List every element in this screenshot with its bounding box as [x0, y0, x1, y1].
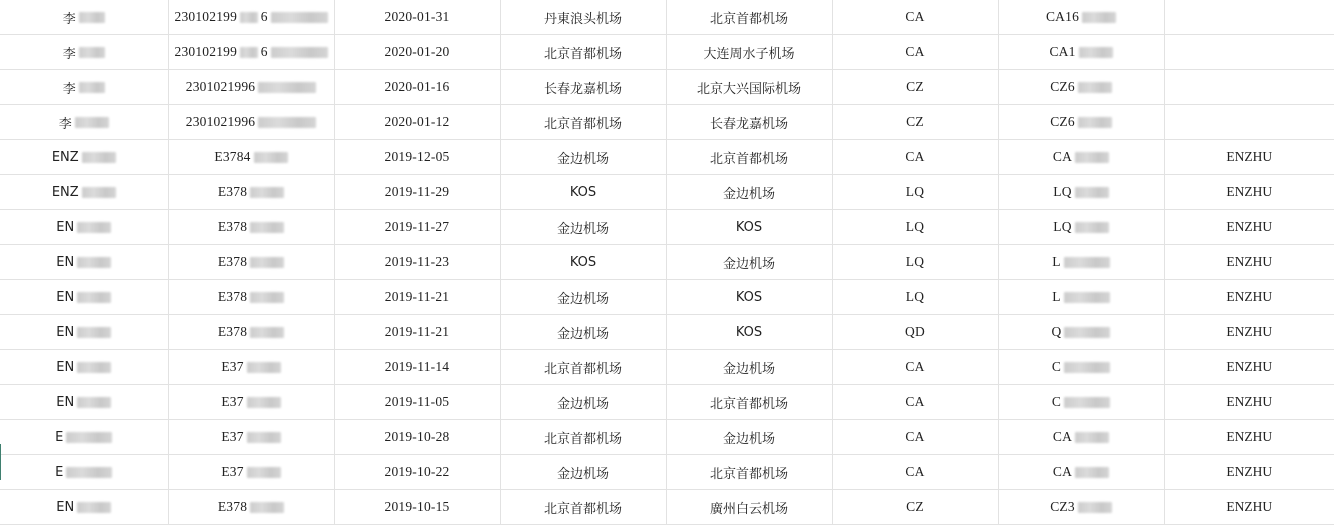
- cell-passenger-name: [0, 315, 168, 350]
- cell-passenger-name: [0, 210, 168, 245]
- cell-id-number: [168, 105, 334, 140]
- cell-id-number: [168, 35, 334, 70]
- cell-flight-number: [998, 350, 1164, 385]
- cell-flight-date: 2019-10-28: [334, 420, 500, 455]
- flight-number-text: LQ: [1053, 219, 1072, 234]
- cell-remark: ENZHU: [1164, 420, 1334, 455]
- redaction-block: [77, 292, 111, 303]
- cell-remark: ENZHU: [1164, 455, 1334, 490]
- passenger-name-text: EN: [56, 324, 75, 340]
- cell-id-number: [168, 245, 334, 280]
- redaction-block: [250, 257, 284, 268]
- cell-id-number: [168, 385, 334, 420]
- cell-flight-number: [998, 210, 1164, 245]
- redaction-block: [77, 502, 111, 513]
- redaction-block: [240, 12, 258, 23]
- cell-remark: [1164, 35, 1334, 70]
- table-row[interactable]: [0, 490, 1334, 525]
- redaction-block: [247, 362, 281, 373]
- redaction-block: [247, 467, 281, 478]
- redaction-block: [250, 187, 284, 198]
- cell-departure-airport: KOS: [500, 175, 666, 210]
- cell-arrival-airport: 金边机场: [666, 420, 832, 455]
- cell-airline-code: CZ: [832, 105, 998, 140]
- redaction-block: [258, 117, 316, 128]
- redaction-block: [1064, 362, 1110, 373]
- cell-id-number: [168, 280, 334, 315]
- cell-departure-airport: 北京首都机场: [500, 420, 666, 455]
- flight-number-text: Q: [1051, 324, 1062, 339]
- cell-airline-code: CA: [832, 140, 998, 175]
- table-row[interactable]: [0, 0, 1334, 35]
- cell-flight-date: 2020-01-20: [334, 35, 500, 70]
- flight-number-text: LQ: [1053, 184, 1072, 199]
- redaction-block: [271, 12, 328, 23]
- passenger-name-text: EN: [56, 394, 75, 410]
- table-row[interactable]: [0, 385, 1334, 420]
- passenger-name-text: ENZ: [51, 149, 79, 165]
- redaction-block: [1082, 12, 1116, 23]
- redaction-block: [250, 327, 284, 338]
- passenger-name-text: 李: [62, 11, 76, 27]
- cell-flight-number: [998, 455, 1164, 490]
- id-number-text: E378: [217, 219, 248, 234]
- table-row[interactable]: [0, 420, 1334, 455]
- cell-passenger-name: [0, 420, 168, 455]
- redaction-block: [250, 292, 284, 303]
- cell-remark: ENZHU: [1164, 210, 1334, 245]
- cell-id-number: [168, 210, 334, 245]
- cell-airline-code: CA: [832, 350, 998, 385]
- cell-id-number: [168, 455, 334, 490]
- cell-arrival-airport: 大连周水子机场: [666, 35, 832, 70]
- cell-flight-number: [998, 280, 1164, 315]
- cell-flight-date: 2019-11-29: [334, 175, 500, 210]
- cell-departure-airport: 金边机场: [500, 280, 666, 315]
- redaction-block: [240, 47, 258, 58]
- cell-id-number: [168, 420, 334, 455]
- passenger-name-text: EN: [56, 359, 75, 375]
- redaction-block: [77, 327, 111, 338]
- cell-departure-airport: 金边机场: [500, 455, 666, 490]
- cell-flight-date: 2019-11-05: [334, 385, 500, 420]
- id-number-text: 230102199: [174, 44, 238, 59]
- cell-arrival-airport: KOS: [666, 280, 832, 315]
- cell-flight-date: 2019-11-21: [334, 280, 500, 315]
- flight-number-text: C: [1051, 359, 1062, 374]
- cell-flight-number: [998, 140, 1164, 175]
- cell-remark: [1164, 0, 1334, 35]
- cell-airline-code: QD: [832, 315, 998, 350]
- redaction-block: [1064, 292, 1110, 303]
- redaction-block: [77, 222, 111, 233]
- id-number-text: E37: [221, 429, 244, 444]
- cell-passenger-name: [0, 175, 168, 210]
- redaction-block: [247, 432, 281, 443]
- id-number-text: E378: [217, 184, 248, 199]
- cell-passenger-name: [0, 350, 168, 385]
- redaction-block: [79, 12, 105, 23]
- cell-id-number: [168, 350, 334, 385]
- cell-airline-code: LQ: [832, 280, 998, 315]
- table-row[interactable]: [0, 175, 1334, 210]
- redaction-block: [271, 47, 328, 58]
- cell-flight-number: [998, 420, 1164, 455]
- cell-departure-airport: 北京首都机场: [500, 350, 666, 385]
- cell-flight-number: [998, 245, 1164, 280]
- redaction-block: [1064, 327, 1110, 338]
- cell-arrival-airport: 北京首都机场: [666, 0, 832, 35]
- cell-departure-airport: 金边机场: [500, 385, 666, 420]
- redaction-block: [1075, 432, 1109, 443]
- cell-remark: ENZHU: [1164, 140, 1334, 175]
- passenger-name-text: EN: [56, 254, 75, 270]
- flight-number-text: CA16: [1045, 9, 1080, 24]
- passenger-name-text: 李: [62, 81, 76, 97]
- cell-flight-number: [998, 35, 1164, 70]
- table-row[interactable]: [0, 350, 1334, 385]
- redaction-block: [258, 82, 316, 93]
- redaction-block: [1064, 397, 1110, 408]
- redaction-block: [1064, 257, 1110, 268]
- cell-arrival-airport: KOS: [666, 315, 832, 350]
- id-number-text: E37: [221, 464, 244, 479]
- cell-airline-code: CA: [832, 35, 998, 70]
- table-row[interactable]: [0, 70, 1334, 105]
- cell-airline-code: CA: [832, 385, 998, 420]
- cell-passenger-name: [0, 0, 168, 35]
- cell-passenger-name: [0, 105, 168, 140]
- cell-passenger-name: [0, 245, 168, 280]
- id-number-text: E37: [221, 359, 244, 374]
- cell-flight-date: 2020-01-16: [334, 70, 500, 105]
- redaction-block: [250, 502, 284, 513]
- cell-airline-code: LQ: [832, 245, 998, 280]
- cell-arrival-airport: 北京首都机场: [666, 385, 832, 420]
- cell-id-number: [168, 175, 334, 210]
- cell-airline-code: LQ: [832, 210, 998, 245]
- id-number-text: 2301021996: [185, 114, 256, 129]
- flight-number-text: CA: [1052, 464, 1073, 479]
- cell-airline-code: CZ: [832, 70, 998, 105]
- redaction-block: [250, 222, 284, 233]
- cell-departure-airport: 金边机场: [500, 315, 666, 350]
- redaction-block: [1075, 222, 1109, 233]
- cell-remark: [1164, 105, 1334, 140]
- redaction-block: [247, 397, 281, 408]
- cell-flight-number: [998, 490, 1164, 525]
- redaction-block: [82, 187, 116, 198]
- flight-number-text: CA: [1052, 429, 1073, 444]
- cell-arrival-airport: KOS: [666, 210, 832, 245]
- passenger-name-text: 李: [62, 46, 76, 62]
- cell-airline-code: CZ: [832, 490, 998, 525]
- cell-airline-code: CA: [832, 455, 998, 490]
- id-number-text: 230102199: [174, 9, 238, 24]
- cell-passenger-name: [0, 280, 168, 315]
- redaction-block: [66, 467, 112, 478]
- redaction-block: [1078, 82, 1112, 93]
- cell-departure-airport: 金边机场: [500, 140, 666, 175]
- flight-number-text: CZ3: [1050, 499, 1075, 514]
- id-number-text: E378: [217, 289, 248, 304]
- cell-id-number: [168, 0, 334, 35]
- cell-airline-code: CA: [832, 420, 998, 455]
- cell-flight-date: 2019-11-14: [334, 350, 500, 385]
- cell-id-number: [168, 490, 334, 525]
- cell-arrival-airport: 长春龙嘉机场: [666, 105, 832, 140]
- cell-departure-airport: 长春龙嘉机场: [500, 70, 666, 105]
- flight-number-text: CA: [1052, 149, 1073, 164]
- cell-remark: ENZHU: [1164, 280, 1334, 315]
- redaction-block: [254, 152, 288, 163]
- cell-flight-date: 2019-11-23: [334, 245, 500, 280]
- cell-airline-code: LQ: [832, 175, 998, 210]
- cell-passenger-name: [0, 385, 168, 420]
- row-selection-marker: [0, 444, 1, 480]
- table-row[interactable]: [0, 245, 1334, 280]
- id-number-text: E3784: [214, 149, 251, 164]
- redaction-block: [77, 362, 111, 373]
- cell-remark: ENZHU: [1164, 175, 1334, 210]
- cell-arrival-airport: 金边机场: [666, 245, 832, 280]
- cell-flight-date: 2019-10-15: [334, 490, 500, 525]
- flight-number-text: L: [1052, 254, 1061, 269]
- cell-flight-number: [998, 0, 1164, 35]
- flight-number-text: CZ6: [1050, 114, 1075, 129]
- cell-flight-date: 2019-10-22: [334, 455, 500, 490]
- cell-flight-date: 2020-01-31: [334, 0, 500, 35]
- id-number-text: E378: [217, 254, 248, 269]
- id-number-suffix-text: 6: [260, 44, 268, 59]
- id-number-suffix-text: 6: [260, 9, 268, 24]
- cell-remark: ENZHU: [1164, 490, 1334, 525]
- cell-departure-airport: 北京首都机场: [500, 105, 666, 140]
- redaction-block: [1075, 467, 1109, 478]
- id-number-text: E37: [221, 394, 244, 409]
- cell-arrival-airport: 北京首都机场: [666, 455, 832, 490]
- cell-flight-number: [998, 70, 1164, 105]
- table-row[interactable]: [0, 455, 1334, 490]
- id-number-text: E378: [217, 499, 248, 514]
- cell-arrival-airport: 北京大兴国际机场: [666, 70, 832, 105]
- cell-remark: ENZHU: [1164, 315, 1334, 350]
- redaction-block: [77, 397, 111, 408]
- cell-flight-date: 2019-11-21: [334, 315, 500, 350]
- cell-flight-number: [998, 385, 1164, 420]
- cell-arrival-airport: 金边机场: [666, 350, 832, 385]
- redaction-block: [77, 257, 111, 268]
- cell-flight-date: 2019-12-05: [334, 140, 500, 175]
- cell-departure-airport: 金边机场: [500, 210, 666, 245]
- cell-flight-number: [998, 105, 1164, 140]
- cell-flight-date: 2019-11-27: [334, 210, 500, 245]
- passenger-name-text: E: [55, 464, 64, 480]
- cell-remark: ENZHU: [1164, 350, 1334, 385]
- table-row[interactable]: [0, 105, 1334, 140]
- cell-departure-airport: 北京首都机场: [500, 35, 666, 70]
- cell-departure-airport: 丹東浪头机场: [500, 0, 666, 35]
- passenger-name-text: 李: [58, 116, 72, 132]
- flight-number-text: C: [1051, 394, 1062, 409]
- redaction-block: [1075, 187, 1109, 198]
- flight-number-text: CA1: [1049, 44, 1076, 59]
- id-number-text: E378: [217, 324, 248, 339]
- cell-airline-code: CA: [832, 0, 998, 35]
- cell-departure-airport: KOS: [500, 245, 666, 280]
- redaction-block: [1075, 152, 1109, 163]
- cell-passenger-name: [0, 490, 168, 525]
- cell-remark: [1164, 70, 1334, 105]
- cell-departure-airport: 北京首都机场: [500, 490, 666, 525]
- table-row[interactable]: [0, 210, 1334, 245]
- passenger-name-text: ENZ: [51, 184, 79, 200]
- id-number-text: 2301021996: [185, 79, 256, 94]
- table-row[interactable]: [0, 140, 1334, 175]
- redaction-block: [82, 152, 116, 163]
- cell-passenger-name: [0, 455, 168, 490]
- redaction-block: [75, 117, 109, 128]
- table-row[interactable]: [0, 35, 1334, 70]
- cell-id-number: [168, 70, 334, 105]
- redaction-block: [1078, 117, 1112, 128]
- cell-passenger-name: [0, 140, 168, 175]
- passenger-name-text: EN: [56, 219, 75, 235]
- passenger-name-text: E: [55, 429, 64, 445]
- cell-flight-date: 2020-01-12: [334, 105, 500, 140]
- redaction-block: [66, 432, 112, 443]
- cell-flight-number: [998, 315, 1164, 350]
- passenger-name-text: EN: [56, 289, 75, 305]
- cell-id-number: [168, 315, 334, 350]
- cell-remark: ENZHU: [1164, 245, 1334, 280]
- cell-passenger-name: [0, 35, 168, 70]
- cell-arrival-airport: 金边机场: [666, 175, 832, 210]
- cell-passenger-name: [0, 70, 168, 105]
- cell-id-number: [168, 140, 334, 175]
- redaction-block: [79, 82, 105, 93]
- cell-remark: ENZHU: [1164, 385, 1334, 420]
- cell-arrival-airport: 廣州白云机场: [666, 490, 832, 525]
- table-row[interactable]: [0, 315, 1334, 350]
- flight-number-text: CZ6: [1050, 79, 1075, 94]
- redaction-block: [79, 47, 105, 58]
- cell-flight-number: [998, 175, 1164, 210]
- passenger-name-text: EN: [56, 499, 75, 515]
- redaction-block: [1078, 502, 1112, 513]
- flight-number-text: L: [1052, 289, 1061, 304]
- redaction-block: [1079, 47, 1113, 58]
- table-row[interactable]: [0, 280, 1334, 315]
- cell-arrival-airport: 北京首都机场: [666, 140, 832, 175]
